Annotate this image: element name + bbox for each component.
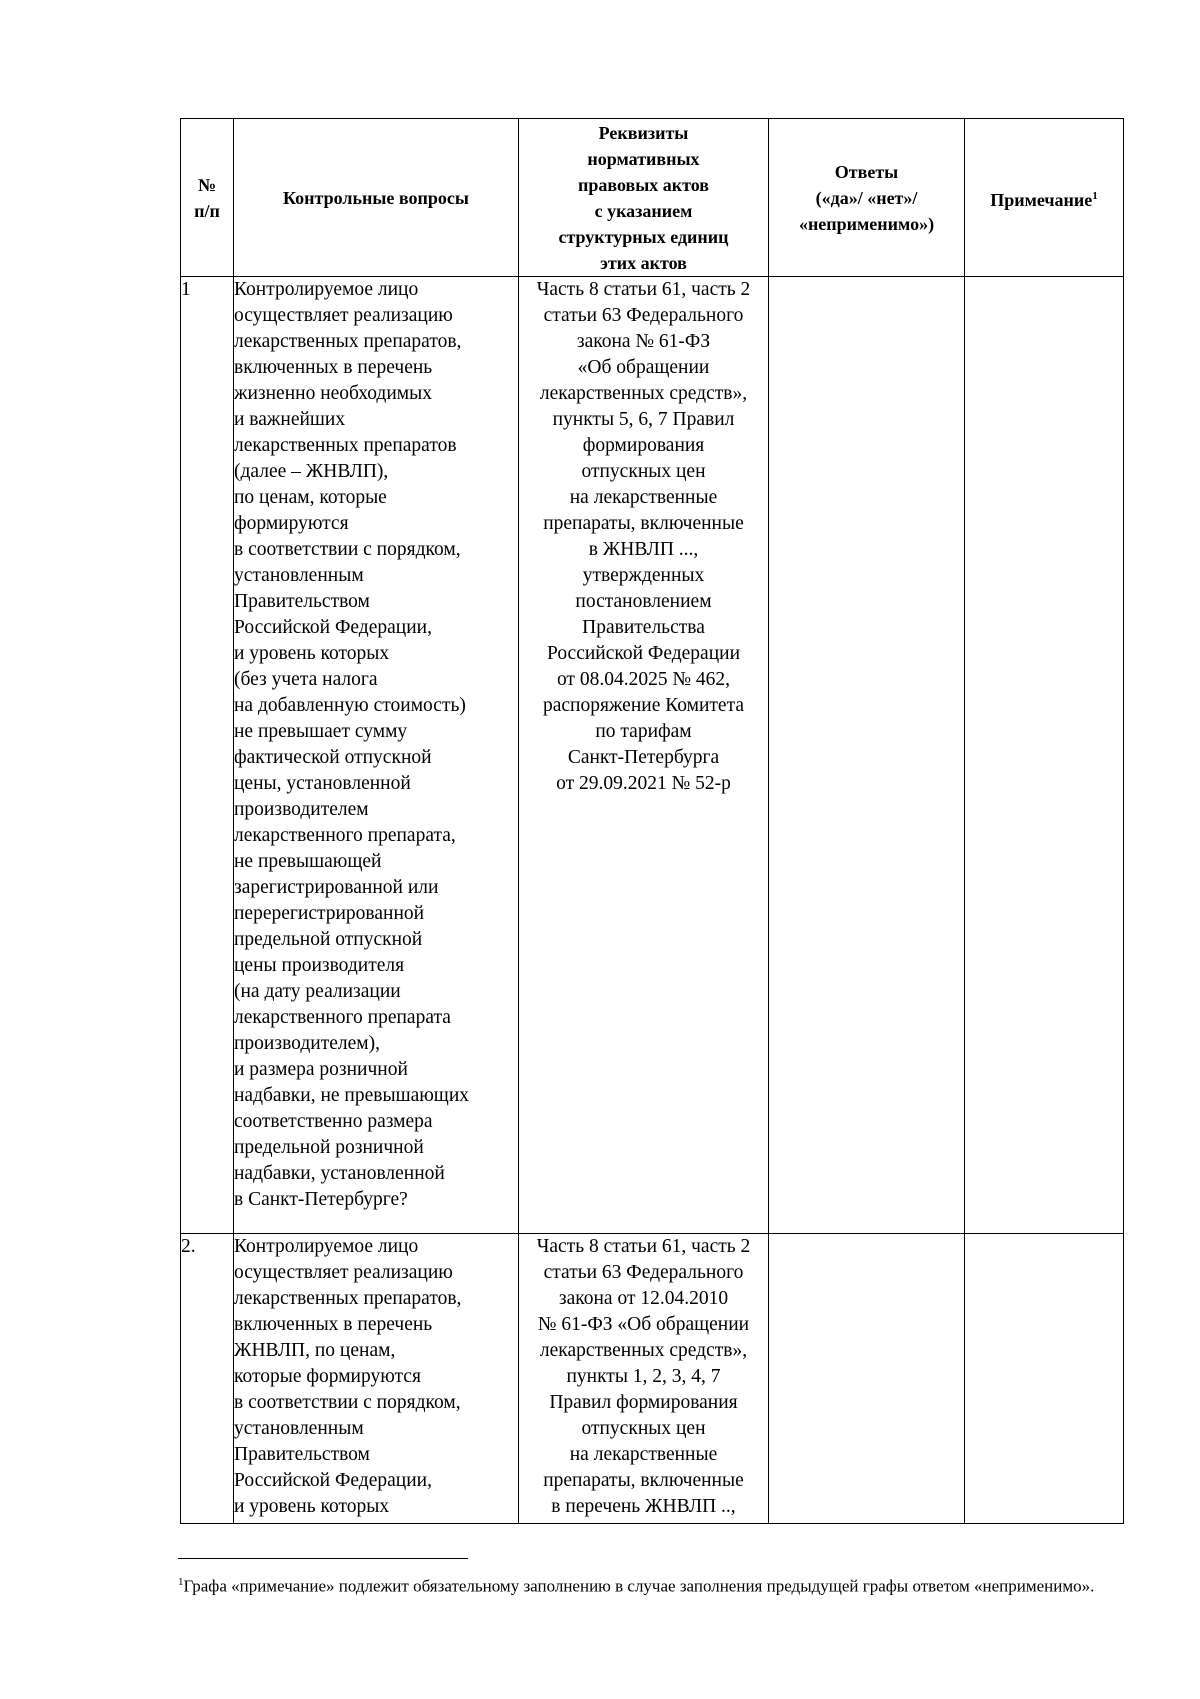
header-number <box>181 119 234 277</box>
legal-requisites <box>519 277 769 1234</box>
header-requisites-line: этих актов <box>600 252 687 273</box>
question-line: по ценам, которые <box>234 487 387 508</box>
question-line: (далее – ЖНВЛП), <box>234 461 389 482</box>
question-line: в соответствии с порядком, <box>234 539 461 560</box>
question-line: в Санкт-Петербурге? <box>234 1189 408 1210</box>
table-row <box>181 277 1124 1234</box>
requisites-line: закона № 61-ФЗ <box>576 331 711 352</box>
question-line: лекарственных препаратов <box>234 435 457 456</box>
question-line: предельной отпускной <box>234 929 423 950</box>
header-requisites-line: нормативных <box>587 148 700 169</box>
control-question <box>234 1234 519 1524</box>
requisites-line: утвержденных <box>582 565 705 586</box>
question-line: производителем <box>234 799 369 820</box>
header-requisites-line: структурных единиц <box>558 226 729 247</box>
requisites-line: постановлением <box>575 591 712 612</box>
row-number: 1 <box>181 277 234 1234</box>
question-line: зарегистрированной или <box>234 877 439 898</box>
header-requisites-line: правовых актов <box>577 174 710 195</box>
question-line: лекарственного препарата, <box>234 825 456 846</box>
requisites-line: пункты 5, 6, 7 Правил <box>552 409 735 430</box>
table-row <box>181 1234 1124 1524</box>
question-line: и размера розничной <box>234 1059 408 1080</box>
requisites-line: формирования <box>582 435 705 456</box>
question-line: и уровень которых <box>234 643 390 664</box>
question-line: Правительством <box>234 591 370 612</box>
header-answers-line: «неприменимо») <box>798 213 935 234</box>
table-header-row <box>181 119 1124 277</box>
requisites-line: Российской Федерации <box>546 643 741 664</box>
requisites-line: на лекарственные <box>569 1444 718 1465</box>
requisites-line: по тарифам <box>595 721 692 742</box>
question-line: осуществляет реализацию <box>234 1262 453 1283</box>
requisites-line: статьи 63 Федерального <box>543 305 744 326</box>
header-number-line: п/п <box>194 200 220 221</box>
header-answers-line: («да»/ «нет»/ <box>815 187 918 208</box>
question-line: (на дату реализации <box>234 981 401 1002</box>
requisites-line: лекарственных средств», <box>539 383 748 404</box>
question-line: на добавленную стоимость) <box>234 695 466 716</box>
footnote <box>178 1570 1126 1599</box>
question-line: лекарственных препаратов, <box>234 331 462 352</box>
question-line: которые формируются <box>234 1366 421 1387</box>
answer-cell[interactable] <box>769 277 965 1234</box>
requisites-line: препараты, включенные <box>543 513 744 534</box>
requisites-line: отпускных цен <box>581 461 706 482</box>
header-note <box>965 119 1124 277</box>
requisites-line: Правил формирования <box>549 1392 738 1413</box>
footnote-text: Графа «примечание» подлежит обязательному заполнению в случае заполнения предыдущей графы ответом «неприменимо». <box>183 1576 1095 1596</box>
control-question <box>234 277 519 1234</box>
question-line: включенных в перечень <box>234 357 433 378</box>
requisites-line: пункты 1, 2, 3, 4, 7 <box>566 1366 721 1387</box>
header-requisites-line: Реквизиты <box>598 122 689 143</box>
question-line: лекарственных препаратов, <box>234 1288 462 1309</box>
requisites-line: от 29.09.2021 № 52-р <box>556 773 731 794</box>
header-note-label: Примечание <box>990 189 1093 210</box>
requisites-line: в перечень ЖНВЛП .., <box>551 1496 736 1517</box>
question-line: не превышает сумму <box>234 721 408 742</box>
question-line: включенных в перечень <box>234 1314 433 1335</box>
question-line: осуществляет реализацию <box>234 305 453 326</box>
header-questions: Контрольные вопросы <box>234 119 519 277</box>
note-cell[interactable] <box>965 277 1124 1234</box>
question-line: ЖНВЛП, по ценам, <box>234 1340 396 1361</box>
requisites-line: Санкт-Петербурга <box>567 747 720 768</box>
question-line: установленным <box>234 565 364 586</box>
question-line: производителем), <box>234 1033 380 1054</box>
question-line: формируются <box>234 513 349 534</box>
footnote-separator <box>178 1558 468 1559</box>
header-requisites <box>519 119 769 277</box>
requisites-line: № 61-ФЗ «Об обращении <box>537 1314 750 1335</box>
question-line: Российской Федерации, <box>234 1470 432 1491</box>
question-line: не превышающей <box>234 851 382 872</box>
question-line: фактической отпускной <box>234 747 432 768</box>
requisites-line: в ЖНВЛП ..., <box>588 539 699 560</box>
question-line: предельной розничной <box>234 1137 424 1158</box>
question-line: и уровень которых <box>234 1496 390 1517</box>
header-number-line: № <box>197 174 217 195</box>
requisites-line: «Об обращении <box>577 357 710 378</box>
question-line: установленным <box>234 1418 364 1439</box>
requisites-line: от 08.04.2025 № 462, <box>556 669 731 690</box>
requisites-line: лекарственных средств», <box>539 1340 748 1361</box>
requisites-line: препараты, включенные <box>543 1470 744 1491</box>
checklist-table <box>180 118 1124 1524</box>
requisites-line: распоряжение Комитета <box>542 695 745 716</box>
footnote-marker: 1 <box>1092 189 1098 202</box>
requisites-line: на лекарственные <box>569 487 718 508</box>
header-answers-line: Ответы <box>834 161 899 182</box>
question-line: соответственно размера <box>234 1111 433 1132</box>
question-line: Контролируемое лицо <box>234 279 419 300</box>
header-answers <box>769 119 965 277</box>
requisites-line: Правительства <box>582 617 705 638</box>
question-line: надбавки, установленной <box>234 1163 445 1184</box>
question-line: цены производителя <box>234 955 405 976</box>
requisites-line: Часть 8 статьи 61, часть 2 <box>536 279 751 300</box>
question-line: надбавки, не превышающих <box>234 1085 470 1106</box>
question-line: и важнейших <box>234 409 346 430</box>
requisites-line: статьи 63 Федерального <box>543 1262 744 1283</box>
requisites-line: закона от 12.04.2010 <box>558 1288 729 1309</box>
question-line: (без учета налога <box>234 669 378 690</box>
legal-requisites <box>519 1234 769 1524</box>
footnote-marker: 1 <box>178 1576 184 1588</box>
requisites-line: отпускных цен <box>581 1418 706 1439</box>
question-line: в соответствии с порядком, <box>234 1392 461 1413</box>
header-requisites-line: с указанием <box>594 200 693 221</box>
question-line: Правительством <box>234 1444 370 1465</box>
question-line: жизненно необходимых <box>234 383 432 404</box>
requisites-line: Часть 8 статьи 61, часть 2 <box>536 1236 751 1257</box>
question-line: цены, установленной <box>234 773 411 794</box>
question-line: Контролируемое лицо <box>234 1236 419 1257</box>
question-line: перерегистрированной <box>234 903 425 924</box>
question-line: лекарственного препарата <box>234 1007 451 1028</box>
question-line: Российской Федерации, <box>234 617 432 638</box>
row-number: 2. <box>181 1234 234 1524</box>
answer-cell[interactable] <box>769 1234 965 1524</box>
note-cell[interactable] <box>965 1234 1124 1524</box>
